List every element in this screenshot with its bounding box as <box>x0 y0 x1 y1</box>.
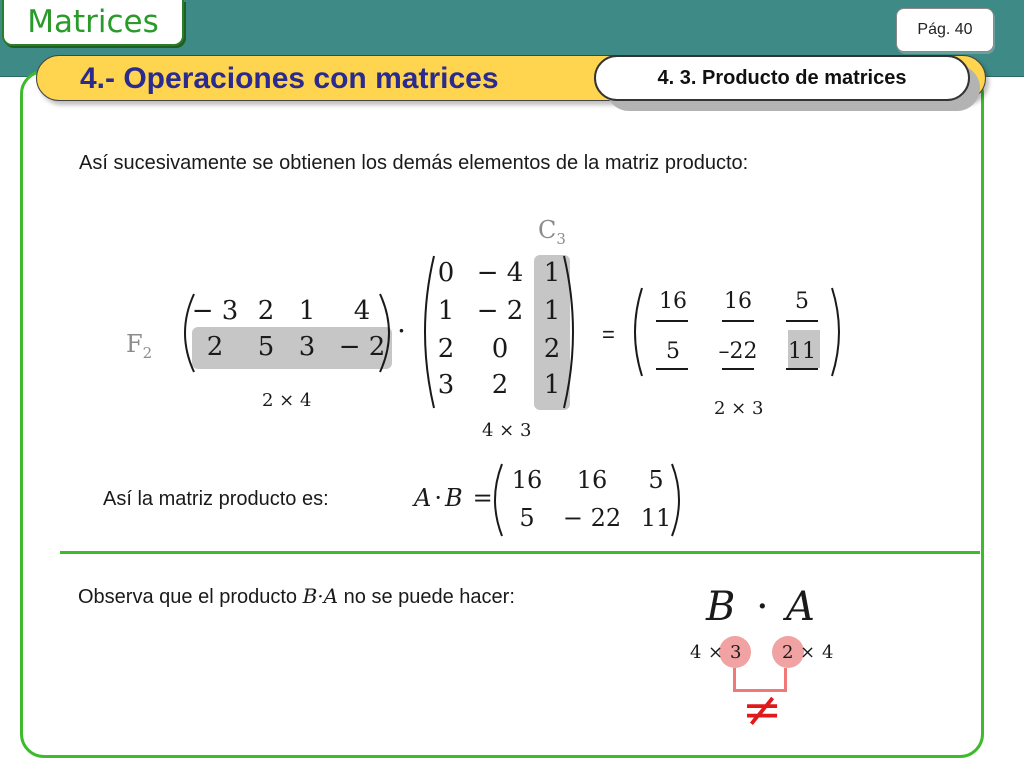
tab-matrices[interactable]: Matrices <box>2 0 184 46</box>
row-label-letter: F <box>126 330 143 358</box>
matrix-b-cell: 1 <box>543 296 561 326</box>
intro-text: Así sucesivamente se obtienen los demás elementos de la matriz producto: <box>79 152 749 174</box>
result-cell-line <box>656 368 688 370</box>
result-cell: 5 <box>666 339 680 364</box>
product-cell: 16 <box>511 466 543 494</box>
equals-sign: = <box>602 322 615 347</box>
col-label-index: 3 <box>556 229 566 248</box>
page-title: 4.- Operaciones con matrices <box>80 62 499 95</box>
matrix-a-cell: 2 <box>206 332 224 362</box>
matrix-a-cell: 3 <box>298 332 316 362</box>
page-number: Pág. 40 <box>896 8 994 52</box>
matrix-b-dims: 4 × 3 <box>482 420 532 441</box>
matrix-a-dims: 2 × 4 <box>262 390 312 411</box>
result-cell-line <box>786 320 818 322</box>
ba-dot: · <box>756 584 769 630</box>
matrix-b-cell: 1 <box>543 258 561 288</box>
row-label-index: 2 <box>142 343 153 362</box>
observe-text <box>78 584 515 609</box>
a-dim-left: 2 <box>782 642 794 663</box>
result-cell-line <box>656 320 688 322</box>
matrix-b-cell: 0 <box>491 334 509 364</box>
result-cell: 16 <box>659 289 687 314</box>
ba-a: A <box>786 584 815 630</box>
matrix-a-cell: 5 <box>257 332 275 362</box>
matrix-a-cell: − 3 <box>191 296 239 326</box>
matrix-b-cell: 2 <box>491 370 509 400</box>
matrix-b-cell: 2 <box>543 334 561 364</box>
matrix-a-cell: 1 <box>298 296 316 326</box>
result-cell-line <box>722 368 754 370</box>
lhs-dot: · <box>434 484 442 512</box>
matrix-b-cell: − 4 <box>476 258 524 288</box>
result-cell: 16 <box>724 289 752 314</box>
matrix-b-cell: − 2 <box>476 296 524 326</box>
section-separator <box>60 551 980 554</box>
product-cell: 5 <box>648 466 664 494</box>
result-cell-line <box>786 368 818 370</box>
product-cell: − 22 <box>562 504 622 532</box>
result-dims: 2 × 3 <box>714 398 764 419</box>
a-dim-times: × <box>800 642 816 663</box>
b-dim-times: × <box>708 642 724 663</box>
row-label-f2 <box>126 330 152 362</box>
product-label: Así la matriz producto es: <box>103 488 329 510</box>
matrix-a-cell: − 2 <box>338 332 386 362</box>
col-label-c3 <box>538 216 566 248</box>
lhs-eq: = <box>472 484 493 512</box>
product-dot: . <box>397 306 406 339</box>
section-subtitle: 4. 3. Producto de matrices <box>594 55 970 101</box>
observe-prefix: Observa que el producto <box>78 586 303 608</box>
lhs-b: B <box>444 484 463 512</box>
matrix-b-cell: 1 <box>543 370 561 400</box>
result-cell: 11 <box>788 339 816 364</box>
not-equal-sign: ≠ <box>742 682 783 738</box>
result-cell: –22 <box>718 339 758 364</box>
matrix-b-cell: 3 <box>437 370 455 400</box>
result-cell-line <box>722 320 754 322</box>
b-dim-right: 3 <box>730 642 742 663</box>
a-dim-right: 4 <box>822 642 834 663</box>
result-cell: 5 <box>795 289 809 314</box>
matrix-a-cell: 2 <box>257 296 275 326</box>
product-cell: 16 <box>576 466 608 494</box>
matrix-b-cell: 2 <box>437 334 455 364</box>
product-cell: 11 <box>640 504 672 532</box>
ba-b: B <box>706 584 736 630</box>
lhs-a: A <box>414 484 432 512</box>
matrix-b-cell: 1 <box>437 296 455 326</box>
matrix-a-cell: 4 <box>353 296 371 326</box>
col-label-letter: C <box>538 216 557 244</box>
matrix-b-cell: 0 <box>437 258 455 288</box>
observe-expr: B·A <box>302 584 339 608</box>
observe-suffix: no se puede hacer: <box>338 586 515 608</box>
product-lhs <box>414 484 493 512</box>
b-dim-left: 4 <box>690 642 702 663</box>
product-cell: 5 <box>519 504 535 532</box>
